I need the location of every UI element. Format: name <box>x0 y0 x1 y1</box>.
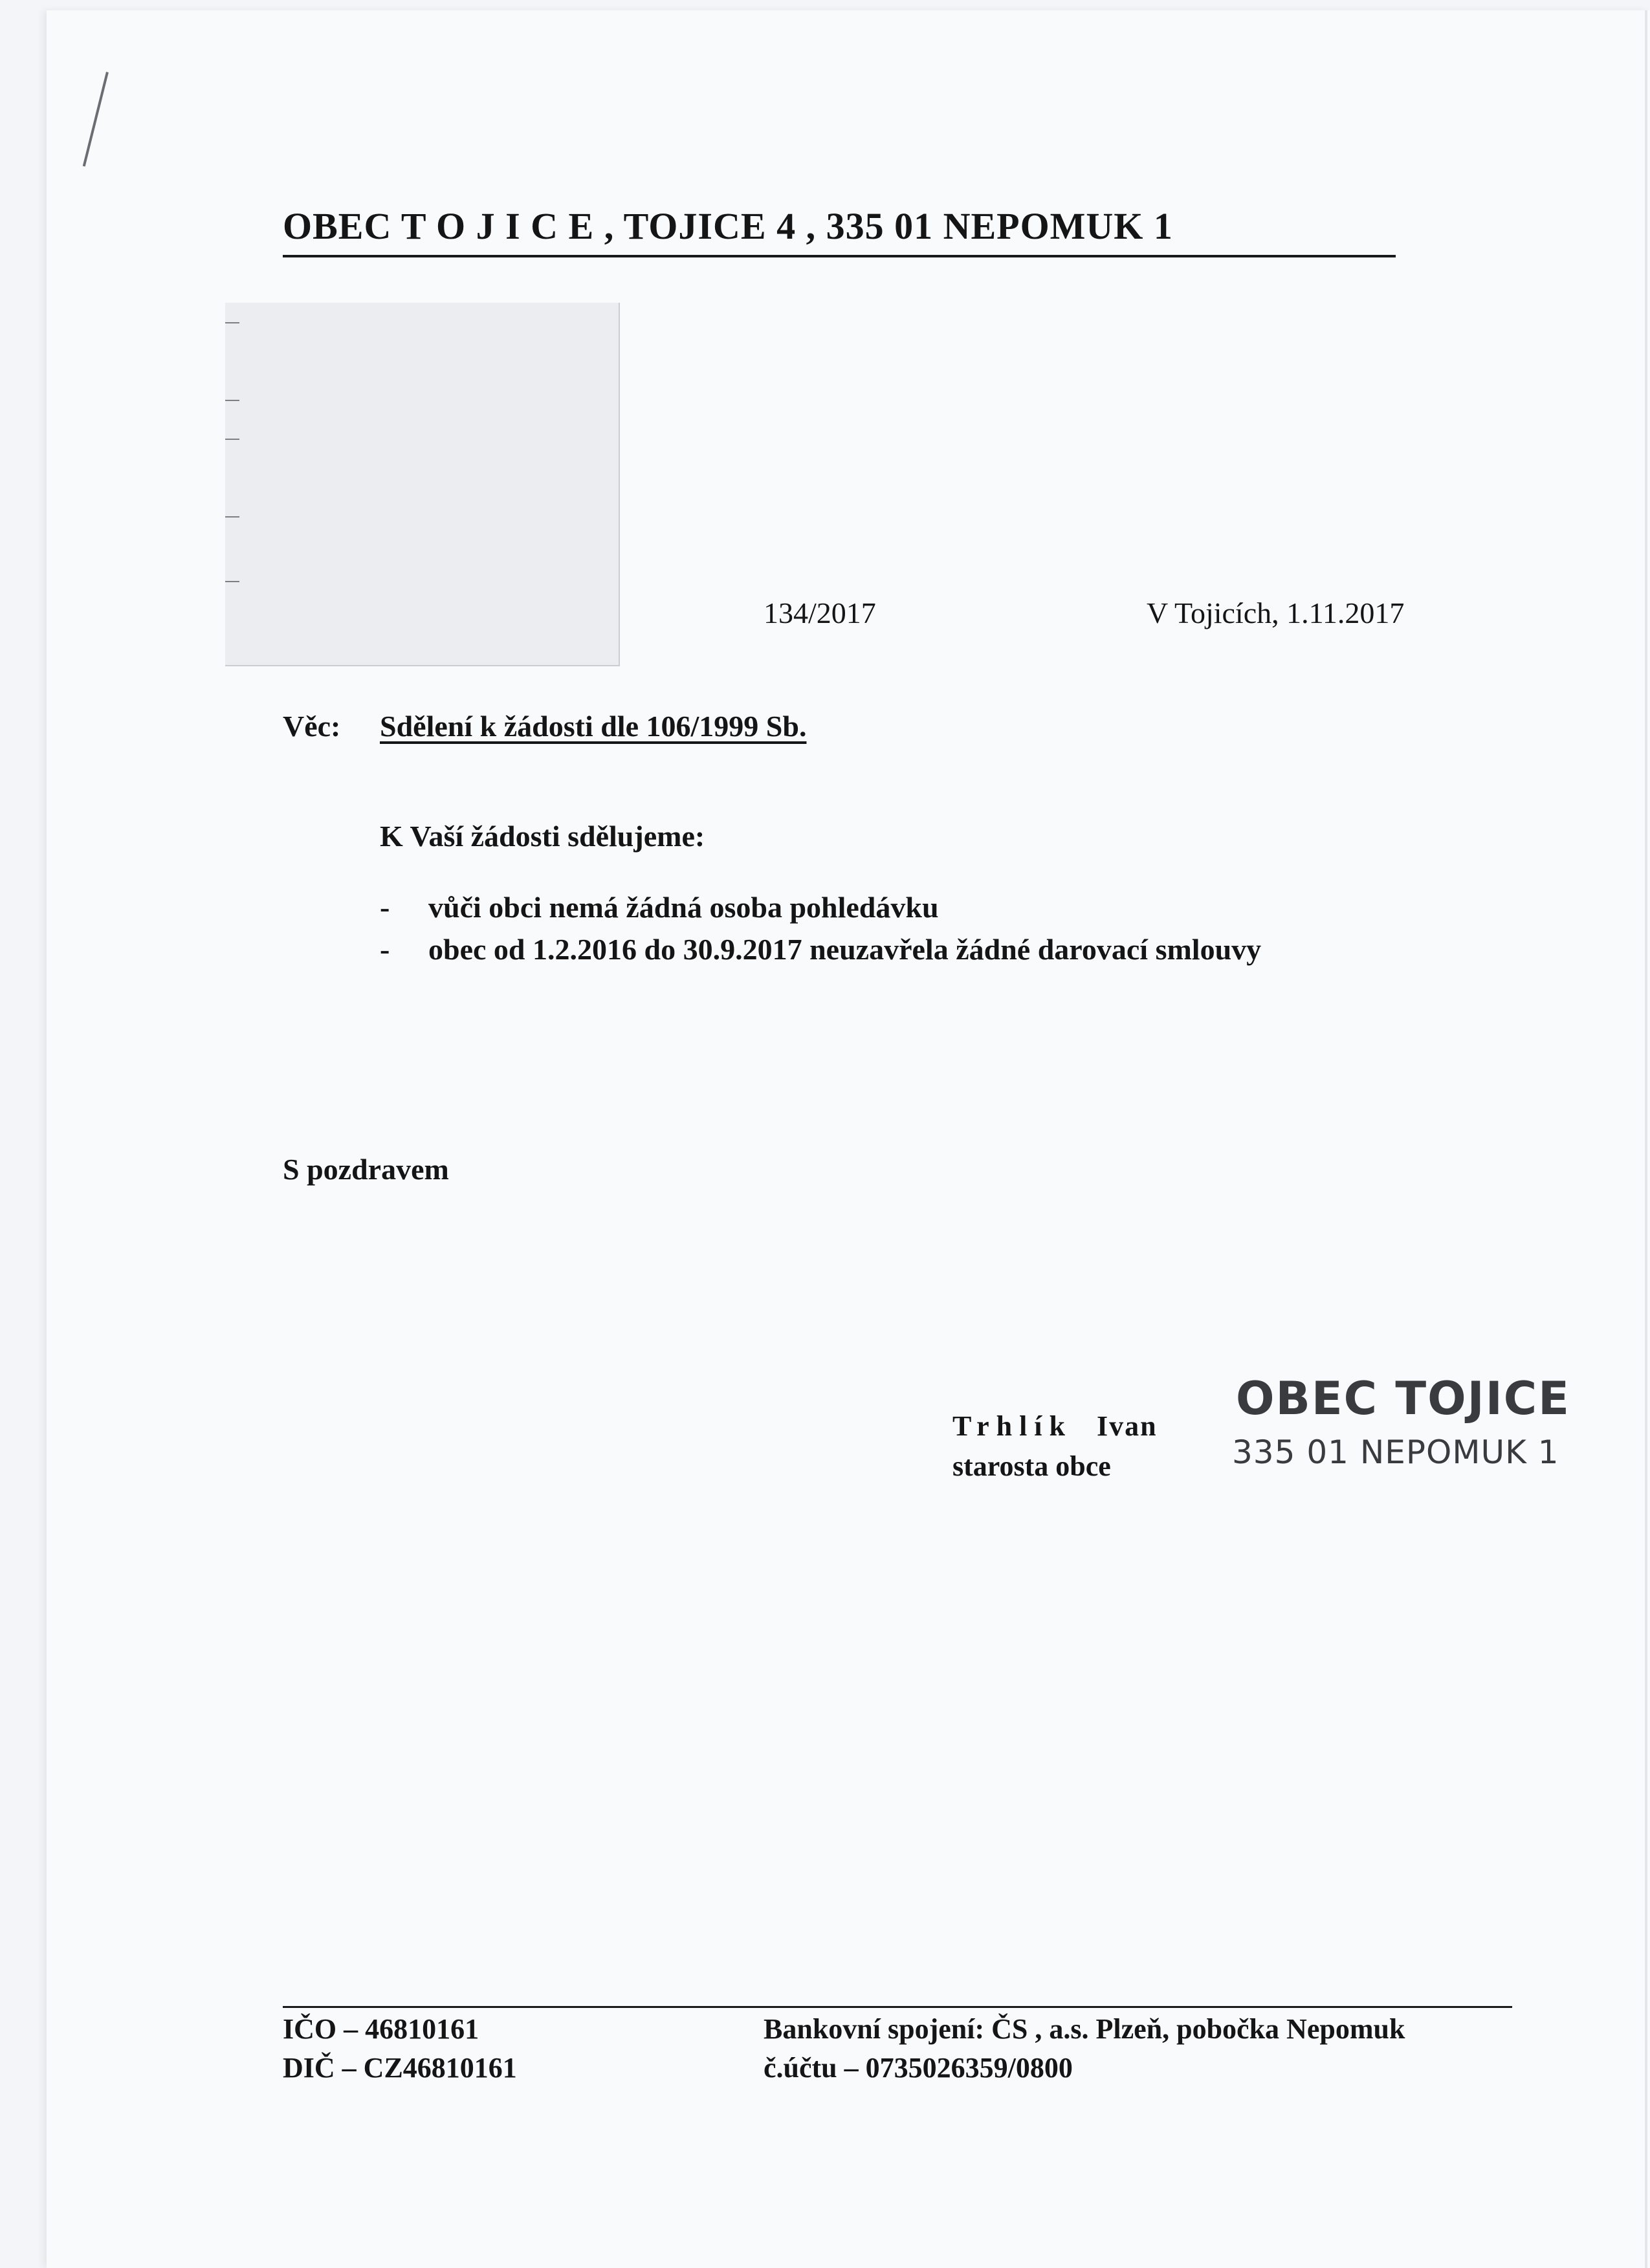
letterhead-title: OBEC T O J I C E , TOJICE 4 , 335 01 NEPOMUK 1 <box>283 205 1173 247</box>
list-marker: - <box>380 933 390 966</box>
footer-account: č.účtu – 0735026359/0800 <box>764 2052 1073 2084</box>
signatory-surname: Trhlík <box>952 1410 1073 1442</box>
office-stamp-name: OBEC TOJICE <box>1236 1372 1570 1425</box>
subject-label: Věc: <box>283 710 341 743</box>
office-stamp-address: 335 01 NEPOMUK 1 <box>1232 1434 1559 1471</box>
redacted-address-box <box>225 303 620 666</box>
footer-dic: DIČ – CZ46810161 <box>283 2052 517 2084</box>
list-marker: - <box>380 891 390 924</box>
letter-page <box>47 10 1650 2268</box>
subject-text: Sdělení k žádosti dle 106/1999 Sb. <box>380 710 807 743</box>
address-box-tick <box>225 439 239 440</box>
address-box-tick <box>225 581 239 582</box>
footer-bank: Bankovní spojení: ČS , a.s. Plzeň, pobočka Nepomuk <box>764 2013 1405 2045</box>
signatory-role: starosta obce <box>952 1450 1111 1482</box>
list-item <box>380 932 1261 966</box>
footer-rule <box>283 2006 1512 2008</box>
staple-mark <box>83 72 109 167</box>
reference-number: 134/2017 <box>764 596 876 629</box>
letterhead-rule <box>283 255 1396 257</box>
address-box-tick <box>225 322 239 323</box>
place-date: V Tojicích, 1.11.2017 <box>1147 596 1405 629</box>
address-box-tick <box>225 400 239 401</box>
signatory-given-name: Ivan <box>1097 1410 1158 1442</box>
list-item-text: obec od 1.2.2016 do 30.9.2017 neuzavřela žádné darovací smlouvy <box>428 933 1262 966</box>
footer-ico: IČO – 46810161 <box>283 2013 479 2045</box>
body-intro: K Vaší žádosti sdělujeme: <box>380 820 705 853</box>
sheet-edge <box>1645 10 1647 2268</box>
signatory-name <box>952 1410 1158 1443</box>
address-box-tick <box>225 516 239 518</box>
list-item-text: vůči obci nemá žádná osoba pohledávku <box>428 891 939 924</box>
greeting: S pozdravem <box>283 1153 449 1186</box>
list-item <box>380 890 939 924</box>
